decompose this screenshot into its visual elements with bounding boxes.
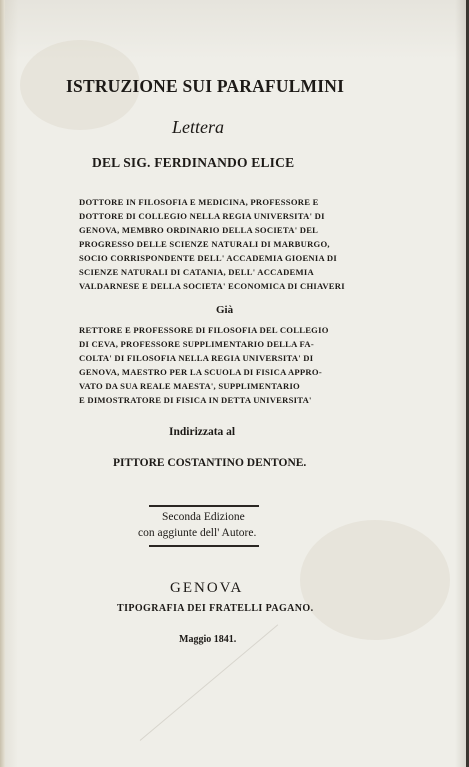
imprint-printer: TIPOGRAFIA DEI FRATELLI PAGANO. <box>117 603 314 614</box>
bio-line: SCIENZE NATURALI DI CATANIA, DELL' ACCADEMIA <box>79 267 314 277</box>
former-role-line: GENOVA, MAESTRO PER LA SCUOLA DI FISICA APPRO- <box>79 367 322 377</box>
former-role-line: COLTA' DI FILOSOFIA NELLA REGIA UNIVERSITA' DI <box>79 353 314 363</box>
bio-line: PROGRESSO DELLE SCIENZE NATURALI DI MARBURGO, <box>79 239 330 249</box>
bio-line: VALDARNESE E DELLA SOCIETA' ECONOMICA DI CHIAVERI <box>79 281 345 291</box>
bio-line: GENOVA, MEMBRO ORDINARIO DELLA SOCIETA' DEL <box>79 225 319 235</box>
author-line: DEL SIG. FERDINANDO ELICE <box>92 155 295 170</box>
document-subtitle: Lettera <box>172 117 224 137</box>
binding-edge <box>0 0 5 767</box>
imprint-date: Maggio 1841. <box>179 634 237 645</box>
edition-line: con aggiunte dell' Autore. <box>138 527 257 539</box>
document-title: ISTRUZIONE SUI PARAFULMINI <box>66 76 345 96</box>
former-heading: Già <box>216 304 234 316</box>
former-role-line: VATO DA SUA REALE MAESTA', SUPPLIMENTARIO <box>79 381 300 391</box>
recipient-line: PITTORE COSTANTINO DENTONE. <box>113 457 307 469</box>
addressed-label: Indirizzata al <box>169 426 236 438</box>
bio-line: DOTTORE DI COLLEGIO NELLA REGIA UNIVERSITA' DI <box>79 211 325 221</box>
edition-rule-bottom <box>149 545 259 547</box>
edition-rule-top <box>149 505 259 507</box>
former-role-line: DI CEVA, PROFESSORE SUPPLIMENTARIO DELLA FA- <box>79 339 314 349</box>
bio-line: DOTTORE IN FILOSOFIA E MEDICINA, PROFESSORE E <box>79 197 319 207</box>
edition-line: Seconda Edizione <box>162 511 245 523</box>
imprint-city: GENOVA <box>170 580 244 596</box>
former-role-line: E DIMOSTRATORE DI FISICA IN DETTA UNIVERSITA' <box>79 395 312 405</box>
bio-line: SOCIO CORRISPONDENTE DELL' ACCADEMIA GIOENIA DI <box>79 253 337 263</box>
paper-stain <box>300 520 450 640</box>
former-role-line: RETTORE E PROFESSORE DI FILOSOFIA DEL COLLEGIO <box>79 325 329 335</box>
